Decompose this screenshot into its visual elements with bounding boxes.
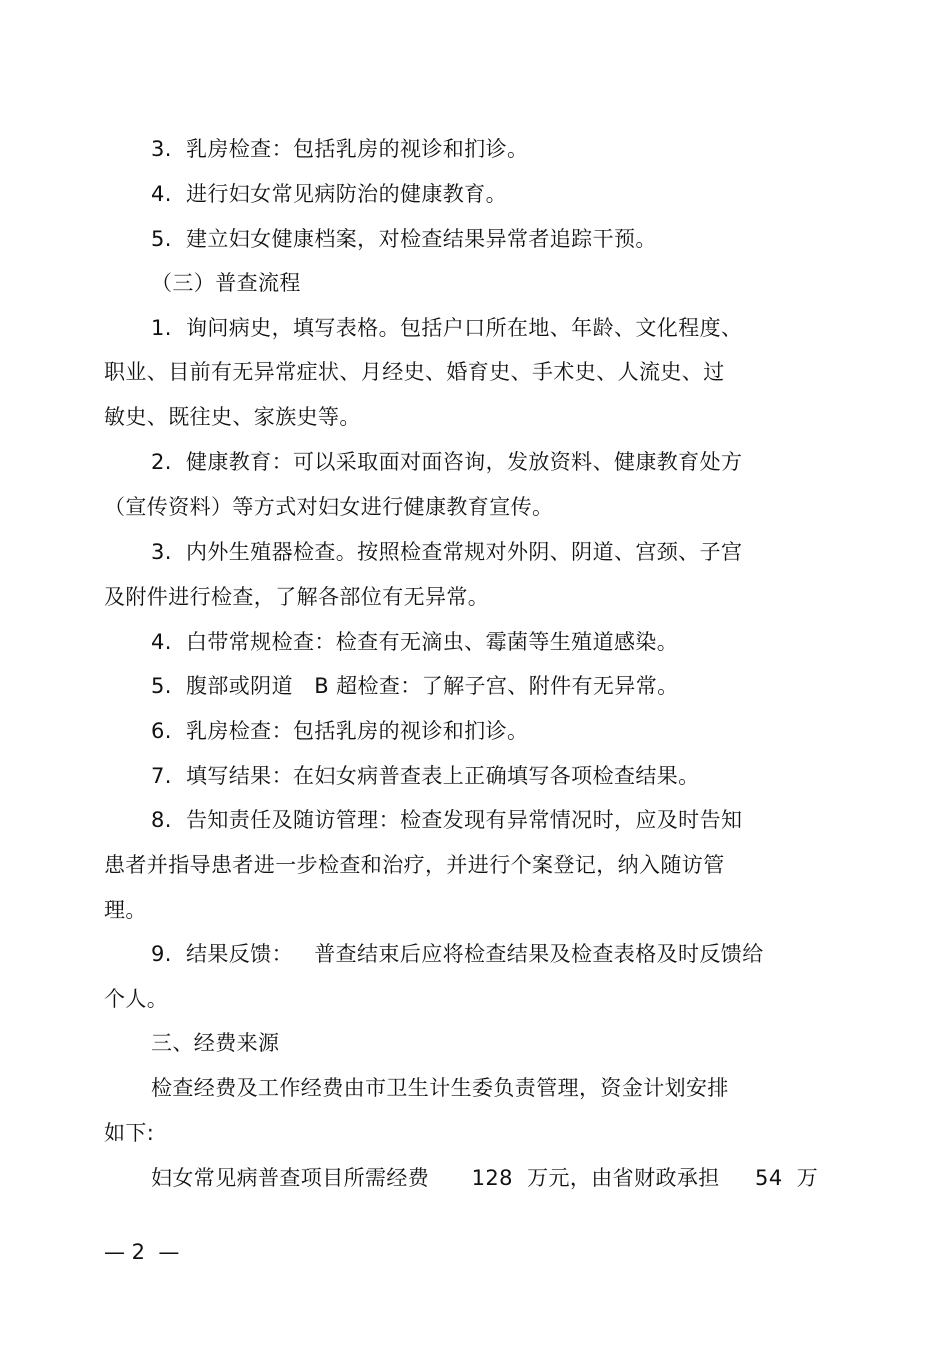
text-line: 2. 健康教育：可以采取面对面咨询，发放资料、健康教育处方 <box>151 450 743 474</box>
text-line: （宣传资料）等方式对妇女进行健康教育宣传。 <box>104 495 554 519</box>
text-line: 3. 乳房检查：包括乳房的视诊和扪诊。 <box>151 137 529 161</box>
text-line: 4. 白带常规检查：检查有无滴虫、霉菌等生殖道感染。 <box>151 630 679 654</box>
text-line: 检查经费及工作经费由市卫生计生委负责管理，资金计划安排 <box>151 1076 729 1100</box>
section-heading: （三）普查流程 <box>151 271 301 295</box>
section-heading: 三、经费来源 <box>151 1031 280 1055</box>
text-line: 6. 乳房检查：包括乳房的视诊和扪诊。 <box>151 719 529 743</box>
text-line: 个人。 <box>104 987 169 1011</box>
text-line: 如下: <box>104 1121 155 1145</box>
text-line: 1. 询问病史，填写表格。包括户口所在地、年龄、文化程度、 <box>151 316 743 340</box>
text-line: 妇女常见病普查项目所需经费 128 万元，由省财政承担 54 万 <box>151 1166 819 1190</box>
text-line: 5. 建立妇女健康档案，对检查结果异常者追踪干预。 <box>151 227 657 251</box>
text-line: 4. 进行妇女常见病防治的健康教育。 <box>151 182 507 206</box>
text-line: 职业、目前有无异常症状、月经史、婚育史、手术史、人流史、过 <box>104 360 725 384</box>
text-line: 7. 填写结果：在妇女病普查表上正确填写各项检查结果。 <box>151 764 700 788</box>
page-number: — 2 — <box>104 1240 180 1264</box>
text-line: 9. 结果反馈： 普查结束后应将检查结果及检查表格及时反馈给 <box>151 942 764 966</box>
text-line: 及附件进行检查，了解各部位有无异常。 <box>104 585 490 609</box>
text-line: 8. 告知责任及随访管理：检查发现有异常情况时，应及时告知 <box>151 808 743 832</box>
text-line: 患者并指导患者进一步检查和治疗，并进行个案登记，纳入随访管 <box>104 853 725 877</box>
text-line: 敏史、既往史、家族史等。 <box>104 405 361 429</box>
text-line: 理。 <box>104 898 147 922</box>
text-line: 3. 内外生殖器检查。按照检查常规对外阴、阴道、宫颈、子宫 <box>151 540 743 564</box>
text-line: 5. 腹部或阴道 B 超检查：了解子宫、附件有无异常。 <box>151 674 679 698</box>
